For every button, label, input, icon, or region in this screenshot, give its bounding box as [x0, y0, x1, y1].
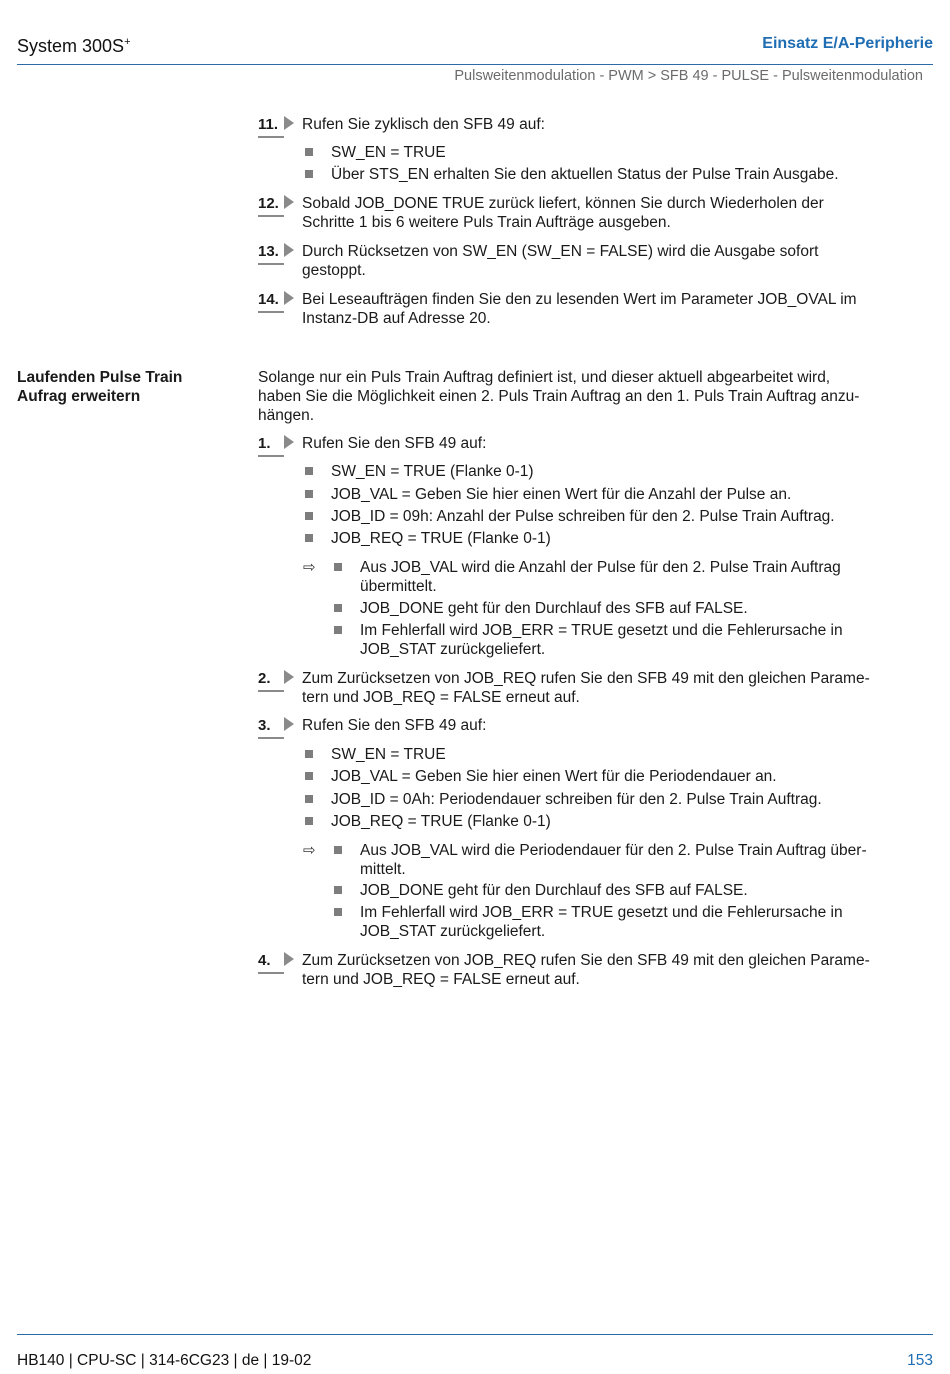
intro-paragraph: Solange nur ein Puls Train Auftrag definiert ist, und dieser aktuell abgearbeitet wird, haben Sie die Möglichkeit einen 2. Puls Train Auftrag an den 1. Puls Train Auftrag anzu- hängen.: [258, 369, 860, 424]
doc-reference: HB140 | CPU-SC | 314-6CG23 | de | 19-02: [17, 1352, 312, 1369]
step-3: [258, 716, 928, 735]
step-14: [258, 290, 928, 328]
square-bullet-icon: [334, 846, 342, 854]
step-12: [258, 194, 928, 232]
step-2: [258, 669, 928, 707]
step-number: 4.: [258, 952, 271, 969]
step-arrow-icon: [284, 435, 294, 449]
step-number: 12.: [258, 195, 279, 212]
square-bullet-icon: [334, 886, 342, 894]
step-13: [258, 242, 928, 280]
step-arrow-icon: [284, 116, 294, 130]
result-item: Im Fehlerfall wird JOB_ERR = TRUE gesetzt und die Fehlerursache in JOB_STAT zurückgeliefert.: [334, 621, 924, 659]
result-item: JOB_DONE geht für den Durchlauf des SFB auf FALSE.: [334, 599, 924, 618]
result-item: Im Fehlerfall wird JOB_ERR = TRUE gesetzt und die Fehlerursache in JOB_STAT zurückgeliefert.: [334, 903, 924, 941]
list-item: Über STS_EN erhalten Sie den aktuellen Status der Pulse Train Ausgabe.: [305, 165, 925, 184]
step-arrow-icon: [284, 952, 294, 966]
step-text: Zum Zurücksetzen von JOB_REQ rufen Sie den SFB 49 mit den gleichen Parame- tern und JOB_REQ = FALSE erneut auf.: [302, 952, 870, 988]
result-arrow-icon: ⇨: [303, 842, 316, 859]
square-bullet-icon: [305, 467, 313, 475]
chapter-title: Einsatz E/A-Peripherie: [762, 35, 933, 52]
step-text: Bei Leseaufträgen finden Sie den zu lesenden Wert im Parameter JOB_OVAL im Instanz-DB auf Adresse 20.: [302, 291, 857, 327]
step-text: Zum Zurücksetzen von JOB_REQ rufen Sie den SFB 49 mit den gleichen Parame- tern und JOB_REQ = FALSE erneut auf.: [302, 670, 870, 706]
step-arrow-icon: [284, 291, 294, 305]
square-bullet-icon: [334, 626, 342, 634]
step-text: Durch Rücksetzen von SW_EN (SW_EN = FALSE) wird die Ausgabe sofort gestoppt.: [302, 243, 819, 279]
step-text: Rufen Sie den SFB 49 auf:: [302, 717, 487, 734]
list-item: JOB_REQ = TRUE (Flanke 0-1): [305, 529, 925, 548]
result-arrow-icon: ⇨: [303, 559, 316, 576]
list-item: JOB_VAL = Geben Sie hier einen Wert für die Anzahl der Pulse an.: [305, 485, 925, 504]
result-item: Aus JOB_VAL wird die Anzahl der Pulse für den 2. Pulse Train Auftrag übermittelt.: [334, 558, 924, 596]
step-arrow-icon: [284, 243, 294, 257]
step-text: Sobald JOB_DONE TRUE zurück liefert, können Sie durch Wiederholen der Schritte 1 bis 6 weitere Puls Train Aufträge ausgeben.: [302, 195, 824, 231]
step-4: [258, 951, 928, 989]
list-item: SW_EN = TRUE (Flanke 0-1): [305, 462, 925, 481]
square-bullet-icon: [305, 170, 313, 178]
step-number: 3.: [258, 717, 271, 734]
square-bullet-icon: [305, 817, 313, 825]
page-number: 153: [907, 1352, 933, 1369]
square-bullet-icon: [334, 908, 342, 916]
list-item: JOB_REQ = TRUE (Flanke 0-1): [305, 812, 925, 831]
square-bullet-icon: [305, 750, 313, 758]
page-header: [17, 30, 933, 65]
step-1: [258, 434, 928, 453]
square-bullet-icon: [305, 512, 313, 520]
list-item: SW_EN = TRUE: [305, 745, 925, 764]
square-bullet-icon: [334, 563, 342, 571]
page-footer: [17, 1334, 933, 1369]
step-number: 2.: [258, 670, 271, 687]
doc-title: System 300S+: [17, 36, 131, 56]
step-number: 1.: [258, 435, 271, 452]
list-item: JOB_VAL = Geben Sie hier einen Wert für die Periodendauer an.: [305, 767, 925, 786]
step-arrow-icon: [284, 717, 294, 731]
square-bullet-icon: [305, 772, 313, 780]
result-item: JOB_DONE geht für den Durchlauf des SFB auf FALSE.: [334, 881, 924, 900]
step-number: 11.: [258, 116, 279, 133]
square-bullet-icon: [305, 795, 313, 803]
list-item: SW_EN = TRUE: [305, 143, 925, 162]
square-bullet-icon: [305, 148, 313, 156]
list-item: JOB_ID = 09h: Anzahl der Pulse schreiben für den 2. Pulse Train Auftrag.: [305, 507, 925, 526]
step-text: Rufen Sie zyklisch den SFB 49 auf:: [302, 116, 545, 133]
step-arrow-icon: [284, 670, 294, 684]
breadcrumb: Pulsweitenmodulation - PWM > SFB 49 - PULSE - Pulsweitenmodulation: [454, 68, 923, 84]
square-bullet-icon: [305, 534, 313, 542]
step-number: 13.: [258, 243, 279, 260]
section-heading: Laufenden Pulse Train Aufrag erweitern: [17, 369, 183, 405]
step-number: 14.: [258, 291, 279, 308]
square-bullet-icon: [305, 490, 313, 498]
step-11: [258, 115, 928, 134]
square-bullet-icon: [334, 604, 342, 612]
step-text: Rufen Sie den SFB 49 auf:: [302, 435, 487, 452]
result-item: Aus JOB_VAL wird die Periodendauer für den 2. Pulse Train Auftrag über- mittelt.: [334, 841, 924, 879]
list-item: JOB_ID = 0Ah: Periodendauer schreiben für den 2. Pulse Train Auftrag.: [305, 790, 925, 809]
step-arrow-icon: [284, 195, 294, 209]
